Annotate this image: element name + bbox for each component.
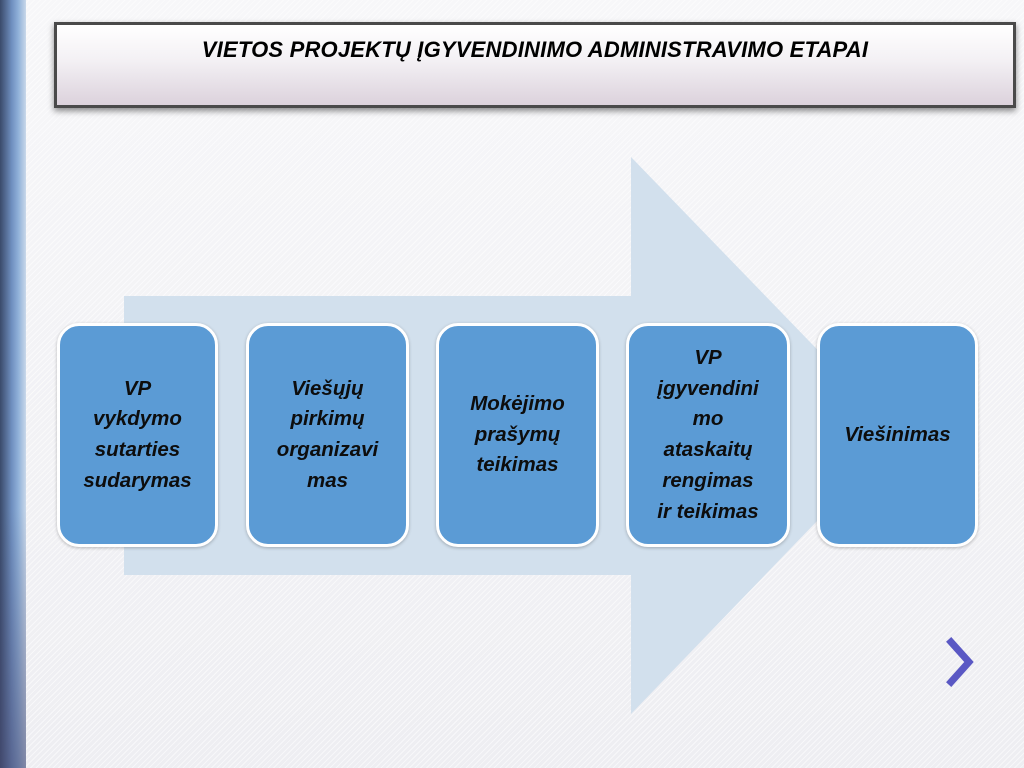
step-1-label: VP vykdymo sutarties sudarymas xyxy=(83,376,192,492)
step-5-label: Viešinimas xyxy=(844,422,951,446)
chevron-right-icon[interactable] xyxy=(951,642,969,682)
step-3-box xyxy=(436,323,599,547)
next-slide-button[interactable] xyxy=(940,632,980,692)
step-1-box xyxy=(57,323,218,547)
step-3-label: Mokėjimo prašymų teikimas xyxy=(470,391,565,477)
step-5-box xyxy=(817,323,978,547)
step-4-label: VP įgyvendini mo ataskaitų rengimas ir teikimas xyxy=(657,345,759,523)
step-2-label: Viešųjų pirkimų organizavi mas xyxy=(276,376,379,492)
step-2-box xyxy=(246,323,409,547)
step-4-box xyxy=(626,323,790,547)
slide-title: VIETOS PROJEKTŲ ĮGYVENDINIMO ADMINISTRAVIMO ETAPAI xyxy=(201,37,869,62)
